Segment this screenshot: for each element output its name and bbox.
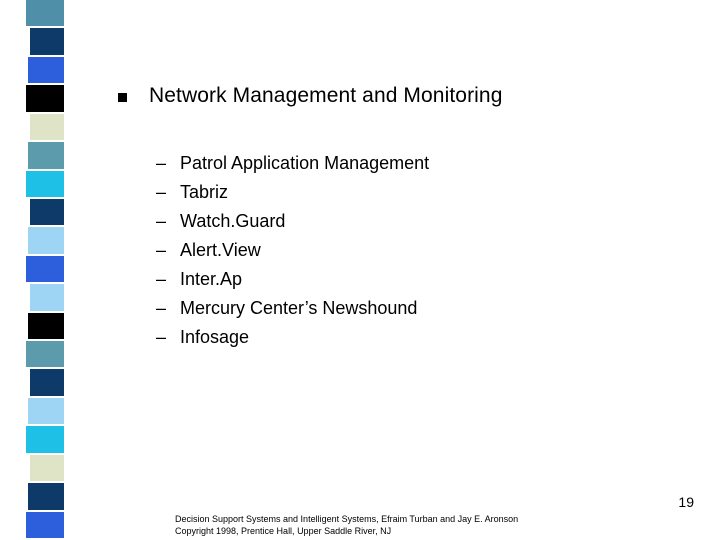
stripe-block: [30, 284, 64, 311]
dash-bullet: –: [156, 211, 167, 231]
stripe-block: [26, 256, 64, 282]
stripe-block: [28, 398, 64, 424]
slide-title: Network Management and Monitoring: [149, 84, 503, 107]
list-item-text: Patrol Application Management: [180, 153, 430, 173]
title-row: [118, 84, 502, 108]
stripe-block: [26, 341, 64, 367]
stripe-block: [26, 85, 64, 112]
list-item: [156, 236, 429, 265]
stripe-block: [26, 426, 64, 453]
stripe-block: [30, 199, 64, 225]
list-item: [156, 178, 429, 207]
dash-bullet: –: [156, 269, 167, 289]
dash-bullet: –: [156, 298, 167, 318]
stripe-block: [28, 227, 64, 254]
stripe-block: [30, 28, 64, 55]
stripe-block: [26, 0, 64, 26]
list-item: [156, 149, 429, 178]
dash-bullet: –: [156, 153, 167, 173]
stripe-block: [30, 455, 64, 481]
stripe-block: [28, 57, 64, 83]
dash-bullet: –: [156, 240, 167, 260]
list-item-text: Watch.Guard: [180, 211, 286, 231]
stripe-block: [30, 369, 64, 396]
square-bullet-icon: [118, 93, 127, 102]
stripe-block: [28, 313, 64, 339]
list-item-text: Infosage: [180, 327, 250, 347]
stripe-block: [28, 142, 64, 169]
stripe-block: [26, 512, 64, 538]
list-item-text: Mercury Center’s Newshound: [180, 298, 418, 318]
list-item: [156, 265, 429, 294]
list-item: [156, 323, 429, 352]
page-number: 19: [678, 494, 694, 510]
list-item-text: Tabriz: [180, 182, 229, 202]
stripe-block: [28, 483, 64, 510]
decorative-stripe: [0, 0, 70, 540]
sub-bullet-list: [156, 149, 429, 352]
stripe-block: [30, 114, 64, 140]
footer-citation: [175, 513, 518, 537]
list-item-text: Alert.View: [180, 240, 261, 260]
list-item-text: Inter.Ap: [180, 269, 243, 289]
list-item: [156, 294, 429, 323]
stripe-block: [26, 171, 64, 197]
footer-line-2: Copyright 1998, Prentice Hall, Upper Saddle River, NJ: [175, 526, 392, 536]
footer-line-1: Decision Support Systems and Intelligent Systems, Efraim Turban and Jay E. Aronson: [175, 514, 519, 524]
list-item: [156, 207, 429, 236]
dash-bullet: –: [156, 182, 167, 202]
dash-bullet: –: [156, 327, 167, 347]
